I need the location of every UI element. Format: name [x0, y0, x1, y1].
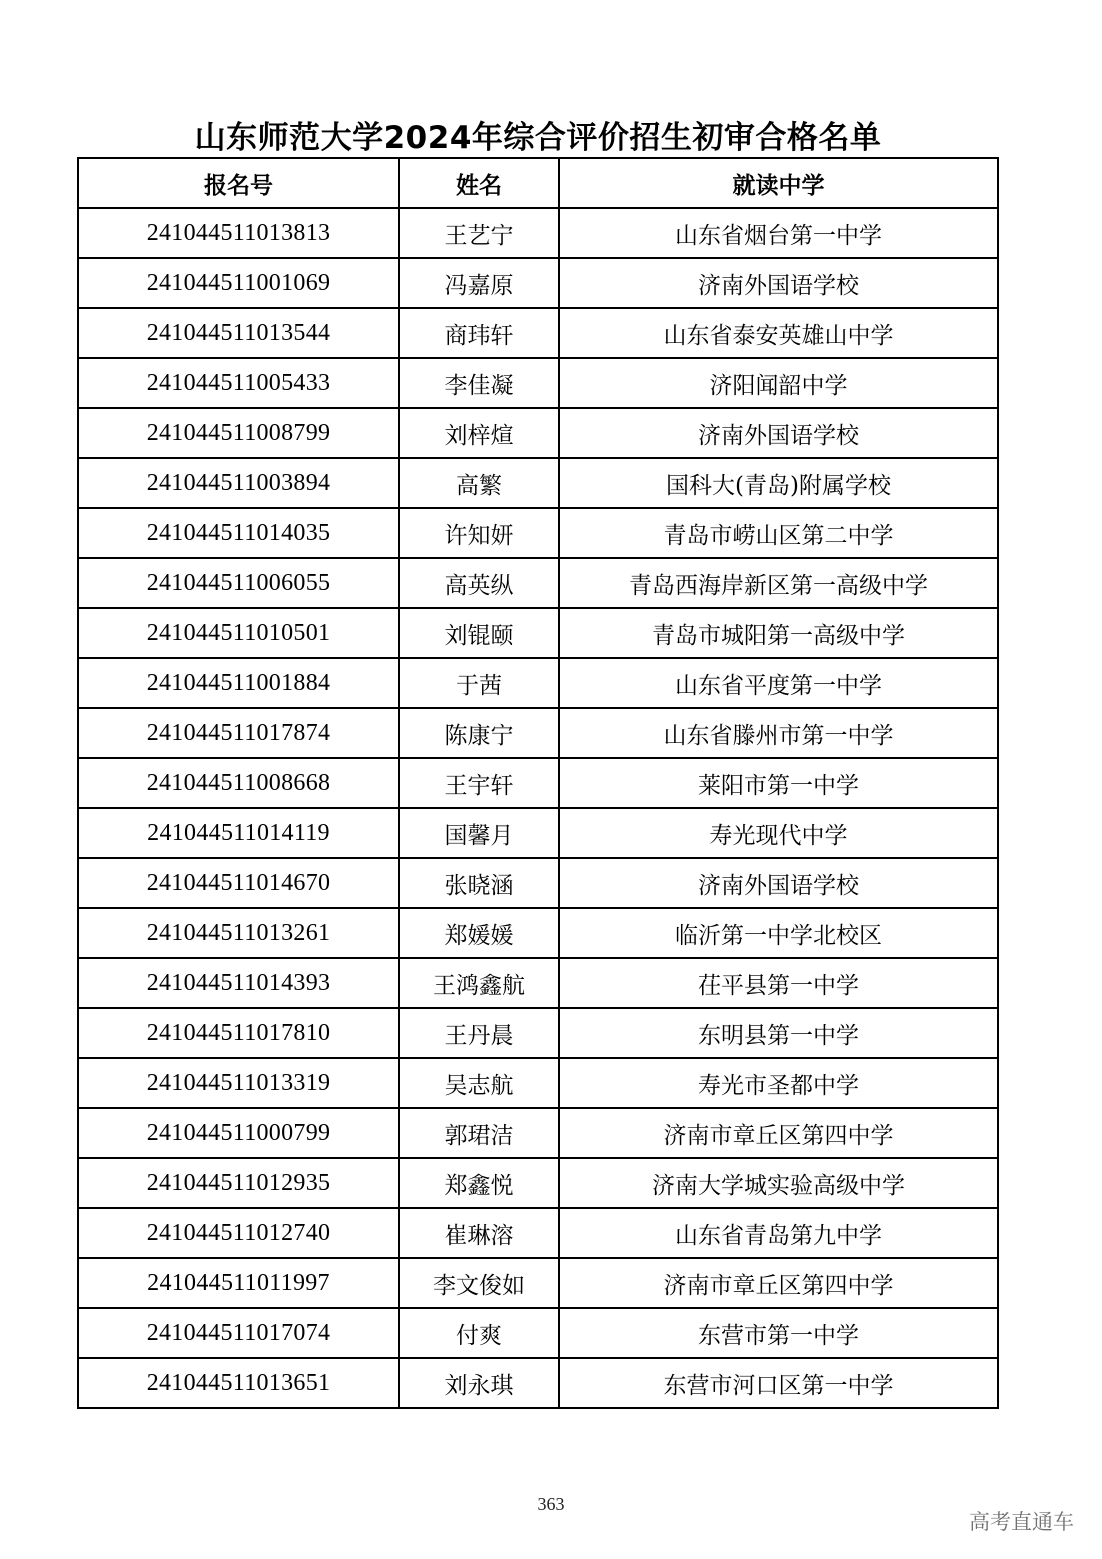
table-row	[78, 608, 998, 658]
cell-registration-no: 241044511017874	[78, 708, 399, 758]
header-registration-no: 报名号	[78, 158, 399, 208]
cell-school: 茌平县第一中学	[559, 958, 998, 1008]
table-row	[78, 308, 998, 358]
cell-registration-no: 241044511017810	[78, 1008, 399, 1058]
table-row	[78, 808, 998, 858]
table-row	[78, 508, 998, 558]
cell-registration-no: 241044511008799	[78, 408, 399, 458]
cell-name: 王艺宁	[399, 208, 559, 258]
cell-school: 济南大学城实验高级中学	[559, 1158, 998, 1208]
header-school: 就读中学	[559, 158, 998, 208]
table-row	[78, 1358, 998, 1408]
cell-name: 张晓涵	[399, 858, 559, 908]
cell-school: 济南外国语学校	[559, 408, 998, 458]
cell-school: 山东省烟台第一中学	[559, 208, 998, 258]
cell-registration-no: 241044511013651	[78, 1358, 399, 1408]
table-row	[78, 1308, 998, 1358]
cell-name: 李文俊如	[399, 1258, 559, 1308]
table-row	[78, 708, 998, 758]
cell-school: 寿光现代中学	[559, 808, 998, 858]
cell-registration-no: 241044511017074	[78, 1308, 399, 1358]
cell-school: 临沂第一中学北校区	[559, 908, 998, 958]
cell-name: 刘梓煊	[399, 408, 559, 458]
cell-registration-no: 241044511014670	[78, 858, 399, 908]
table-row	[78, 758, 998, 808]
cell-registration-no: 241044511006055	[78, 558, 399, 608]
cell-school: 青岛西海岸新区第一高级中学	[559, 558, 998, 608]
table-row	[78, 458, 998, 508]
cell-school: 东营市河口区第一中学	[559, 1358, 998, 1408]
cell-registration-no: 241044511014393	[78, 958, 399, 1008]
cell-name: 郑鑫悦	[399, 1158, 559, 1208]
cell-name: 郑媛媛	[399, 908, 559, 958]
table-row	[78, 208, 998, 258]
cell-school: 莱阳市第一中学	[559, 758, 998, 808]
cell-school: 国科大(青岛)附属学校	[559, 458, 998, 508]
cell-registration-no: 241044511014119	[78, 808, 399, 858]
cell-registration-no: 241044511001069	[78, 258, 399, 308]
table-row	[78, 858, 998, 908]
cell-registration-no: 241044511013319	[78, 1058, 399, 1108]
roster-table	[77, 157, 999, 1409]
cell-registration-no: 241044511012935	[78, 1158, 399, 1208]
cell-registration-no: 241044511013261	[78, 908, 399, 958]
cell-registration-no: 241044511003894	[78, 458, 399, 508]
table-row	[78, 908, 998, 958]
cell-school: 寿光市圣都中学	[559, 1058, 998, 1108]
cell-school: 山东省泰安英雄山中学	[559, 308, 998, 358]
cell-registration-no: 241044511014035	[78, 508, 399, 558]
cell-name: 高繁	[399, 458, 559, 508]
cell-registration-no: 241044511000799	[78, 1108, 399, 1158]
cell-registration-no: 241044511013544	[78, 308, 399, 358]
cell-name: 王鸿鑫航	[399, 958, 559, 1008]
cell-name: 吴志航	[399, 1058, 559, 1108]
watermark: 高考直通车	[969, 1510, 1074, 1534]
cell-name: 冯嘉原	[399, 258, 559, 308]
table-row	[78, 558, 998, 608]
cell-registration-no: 241044511005433	[78, 358, 399, 408]
table-row	[78, 1258, 998, 1308]
cell-school: 山东省平度第一中学	[559, 658, 998, 708]
cell-registration-no: 241044511001884	[78, 658, 399, 708]
cell-school: 山东省青岛第九中学	[559, 1208, 998, 1258]
cell-name: 刘锟颐	[399, 608, 559, 658]
cell-school: 青岛市城阳第一高级中学	[559, 608, 998, 658]
header-name: 姓名	[399, 158, 559, 208]
table-row	[78, 1208, 998, 1258]
cell-school: 东明县第一中学	[559, 1008, 998, 1058]
table-body	[78, 208, 998, 1408]
cell-school: 济南外国语学校	[559, 858, 998, 908]
cell-name: 高英纵	[399, 558, 559, 608]
table-row	[78, 1108, 998, 1158]
table-row	[78, 1158, 998, 1208]
cell-school: 山东省滕州市第一中学	[559, 708, 998, 758]
cell-school: 济南市章丘区第四中学	[559, 1108, 998, 1158]
cell-name: 刘永琪	[399, 1358, 559, 1408]
table-row	[78, 408, 998, 458]
page-number: 363	[537, 1494, 565, 1514]
table-row	[78, 258, 998, 308]
cell-name: 于茜	[399, 658, 559, 708]
table-row	[78, 1008, 998, 1058]
cell-school: 青岛市崂山区第二中学	[559, 508, 998, 558]
cell-registration-no: 241044511010501	[78, 608, 399, 658]
cell-name: 王丹晨	[399, 1008, 559, 1058]
table-row	[78, 658, 998, 708]
cell-registration-no: 241044511012740	[78, 1208, 399, 1258]
cell-name: 王宇轩	[399, 758, 559, 808]
cell-name: 商玮轩	[399, 308, 559, 358]
table-row	[78, 1058, 998, 1108]
cell-name: 付爽	[399, 1308, 559, 1358]
cell-school: 东营市第一中学	[559, 1308, 998, 1358]
cell-name: 李佳凝	[399, 358, 559, 408]
cell-name: 崔琳溶	[399, 1208, 559, 1258]
cell-name: 陈康宁	[399, 708, 559, 758]
cell-name: 郭珺洁	[399, 1108, 559, 1158]
page-title: 山东师范大学2024年综合评价招生初审合格名单	[194, 120, 882, 156]
table-header-row	[78, 158, 998, 208]
cell-registration-no: 241044511011997	[78, 1258, 399, 1308]
cell-school: 济阳闻韶中学	[559, 358, 998, 408]
table-row	[78, 958, 998, 1008]
cell-registration-no: 241044511013813	[78, 208, 399, 258]
cell-name: 许知妍	[399, 508, 559, 558]
table-row	[78, 358, 998, 408]
cell-registration-no: 241044511008668	[78, 758, 399, 808]
cell-school: 济南外国语学校	[559, 258, 998, 308]
cell-school: 济南市章丘区第四中学	[559, 1258, 998, 1308]
cell-name: 国馨月	[399, 808, 559, 858]
